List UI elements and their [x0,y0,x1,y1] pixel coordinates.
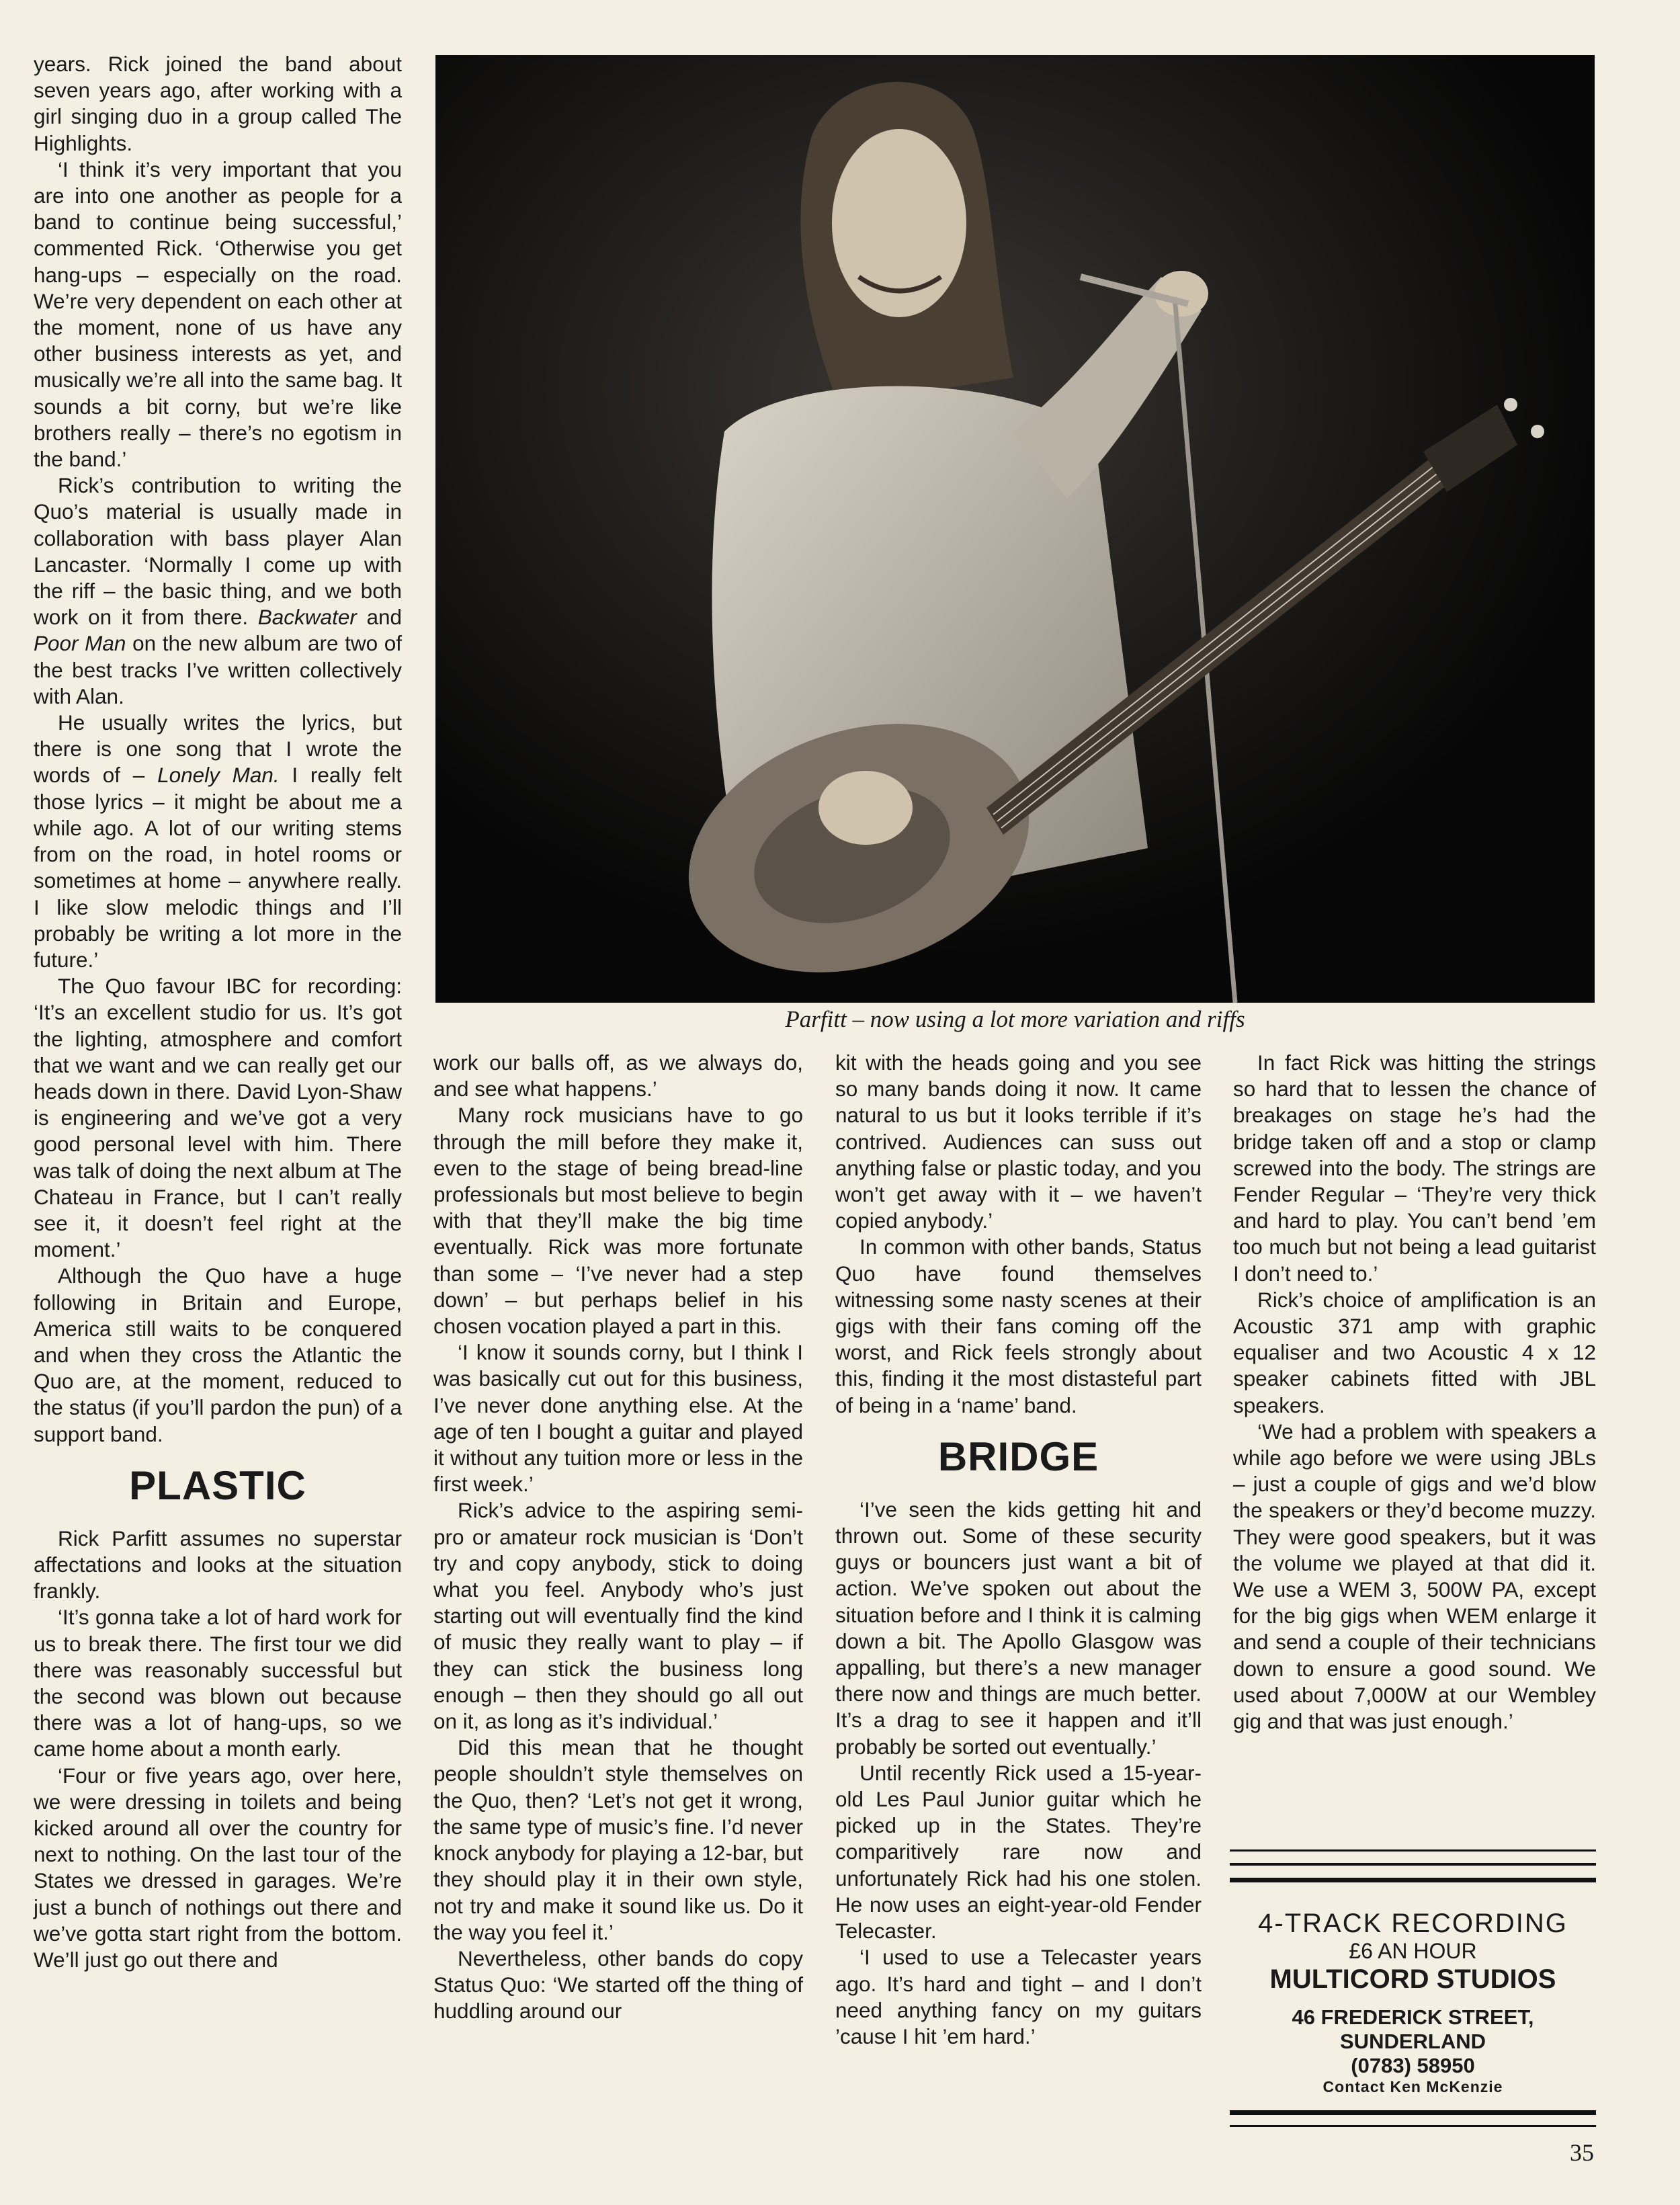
paragraph: Until recently Rick used a 15-year-old Les Paul Junior guitar which he picked up in the States. They’re comparitively rare now and unfortunately Rick had his one stolen. He now uses an eight-year-old Fender Telecaster. [835,1760,1202,1944]
song-title: Backwater [257,605,357,630]
ad-price: £6 AN HOUR [1349,1939,1477,1963]
song-title: Poor Man [34,631,126,656]
section-heading-bridge: BRIDGE [937,1433,1099,1479]
paragraph: ‘Four or five years ago, over here, we were dressing in toilets and being kicked around all over the country for next to nothing. On the last tour of the States we dressed in garages. We’re just a bunch of nothings out there and we’ve gotta start right from the bottom. We’ll just go out there and [34,1763,402,1972]
article-column-1 [34,51,402,1972]
photo-caption: Parfitt – now using a lot more variation and riffs [785,1006,1245,1032]
paragraph: years. Rick joined the band about seven years ago, after working with a girl singing duo in a group called The Highlights. [34,52,402,155]
paragraph: ‘We had a problem with speakers a while ago before we were using JBLs – just a couple of gigs and we’d blow the speakers or they’d become muzzy. They were good speakers, but it was the volume we played at that did it. We use a WEM 3, 500W PA, except for the big gigs when WEM enlarge it and send a couple of their technicians down to ensure a good sound. We used about 7,000W at our Wembley gig and that was just enough.’ [1233,1419,1596,1734]
ad-studio-name: MULTICORD STUDIOS [1269,1964,1556,1994]
paragraph: Rick’s choice of amplification is an Acoustic 371 amp with graphic equaliser and two Acoustic 4 x 12 speaker cabinets fitted with JBL speakers. [1233,1287,1596,1417]
divider [1230,1863,1596,1866]
paragraph: Although the Quo have a huge following in Britain and Europe, America still waits to be conquered and when they cross the Atlantic the Quo are, at the moment, reduced to the status (if you’ll pardon the pun) of a support band. [34,1263,402,1446]
paragraph: ‘I’ve seen the kids getting hit and thrown out. Some of these security guys or bouncers just want a bit of action. We’ve spoken out about the situation before and I think it is calming down a bit. The Apollo Glasgow was appalling, but there’s a new manager there now and things are much better. It’s a drag to see it happen and it’ll probably be sorted out eventually.’ [835,1497,1202,1759]
paragraph: ‘It’s gonna take a lot of hard work for us to break there. The first tour we did there was reasonably successful but the second was blown out because there was a lot of hang-ups, so we came home about a month early. [34,1605,402,1761]
guitarist-illustration [435,55,1595,1003]
paragraph: Did this mean that he thought people shouldn’t style themselves on the Quo, then? ‘Let’s not get it wrong, the same type of music’s fine. I’d never knock anybody for playing a 12-bar, but they should play it in their own style, not try and make it sound like us. Do it the way you feel it.’ [433,1735,803,1944]
divider [1230,2125,1596,2127]
concert-photo [435,55,1595,1003]
paragraph: He usually writes the lyrics, but there is one song that I wrote the words of – Lonely Man. I really felt those lyrics – it might be about me a while ago. A lot of our writing stems from on the road, in hotel rooms or sometimes at home – anywhere really. I like slow melodic things and I’ll probably be writing a lot more in the future.’ [34,710,402,972]
page-number: 35 [1570,2139,1594,2166]
divider [1230,1849,1596,1852]
paragraph: Rick’s contribution to writing the Quo’s material is usually made in collaboration with bass player Alan Lancaster. ‘Normally I come up with the riff – the basic thing, and we both work on it from there. Backwater and Poor Man on the new album are two of the best tracks I’ve written collectively with Alan. [34,473,402,708]
song-title: Lonely Man. [157,763,280,788]
paragraph: Rick Parfitt assumes no superstar affectations and looks at the situation frankly. [34,1526,402,1604]
studio-advertisement [1230,1849,1596,2132]
ad-contact: Contact Ken McKenzie [1322,2078,1503,2095]
article-column-3 [835,1050,1202,2112]
paragraph: The Quo favour IBC for recording: ‘It’s an excellent studio for us. It’s got the lighting, atmosphere and comfort that we want and we can really get our heads down in there. David Lyon-Shaw is engineering and we’ve got a very good personal level with him. There was talk of doing the next album at The Chateau in France, but I can’t really see it, it doesn’t feel right at the moment.’ [34,974,402,1262]
article-column-4 [1233,1050,1596,1829]
ad-phone: (0783) 58950 [1351,2054,1475,2077]
paragraph: In common with other bands, Status Quo have found themselves witnessing some nasty scenes at their gigs with their fans coming off the worst, and Rick feels strongly about this, finding it the most distasteful part of being in a ‘name’ band. [835,1235,1202,1417]
article-column-2 [433,1050,803,2152]
paragraph: Nevertheless, other bands do copy Status Quo: ‘We started off the thing of huddling around our [433,1946,803,2024]
ad-address: 46 FREDERICK STREET, [1292,2005,1534,2029]
ad-town: SUNDERLAND [1340,2030,1486,2053]
divider [1230,2110,1596,2115]
paragraph: ‘I used to use a Telecaster years ago. It’s hard and tight – and I don’t need anything fancy on my guitars ’cause I hit ’em hard.’ [835,1945,1202,2048]
paragraph: In fact Rick was hitting the strings so hard that to lessen the chance of breakages on stage he’s had the bridge taken off and a stop or clamp screwed into the body. The strings are Fender Regular – ‘They’re very thick and hard to play. You can’t bend ’em too much but not being a lead guitarist I don’t need to.’ [1233,1050,1596,1286]
paragraph: Many rock musicians have to go through the mill before they make it, even to the stage of being bread-line professionals but most believe to begin with that they’ll make the big time eventually. Rick was more fortunate than some – ‘I’ve never had a step down’ – but perhaps belief in his chosen vocation played a part in this. [433,1103,803,1339]
section-heading-plastic: PLASTIC [129,1462,306,1508]
paragraph: work our balls off, as we always do, and see what happens.’ [433,1050,803,1101]
paragraph: ‘I know it sounds corny, but I think I was basically cut out for this business, I’ve never done anything else. At the age of ten I bought a guitar and played it without any tuition more or less in the first week.’ [433,1340,803,1497]
paragraph: kit with the heads going and you see so many bands doing it now. It came natural to us but it looks terrible if it’s contrived. Audiences can suss out anything false or plastic today, and you won’t get away with it – we haven’t copied anybody.’ [835,1050,1202,1233]
ad-headline: 4-TRACK RECORDING [1258,1909,1568,1938]
paragraph: ‘I think it’s very important that you are into one another as people for a band to continue being successful,’ commented Rick. ‘Otherwise you get hang-ups – especially on the road. We’re very dependent on each other at the moment, none of us have any other business interests as yet, and musically we’re all into the same bag. It sounds a bit corny, but we’re like brothers really – there’s no egotism in the band.’ [34,157,402,472]
paragraph: Rick’s advice to the aspiring semi-pro or amateur rock musician is ‘Don’t try and copy anybody, stick to doing what you feel. Anybody who’s just starting out will eventually find the kind of music they really want to play – if they can stick the business long enough – then they should go all out on it, as long as it’s individual.’ [433,1498,803,1734]
divider [1230,1878,1596,1882]
